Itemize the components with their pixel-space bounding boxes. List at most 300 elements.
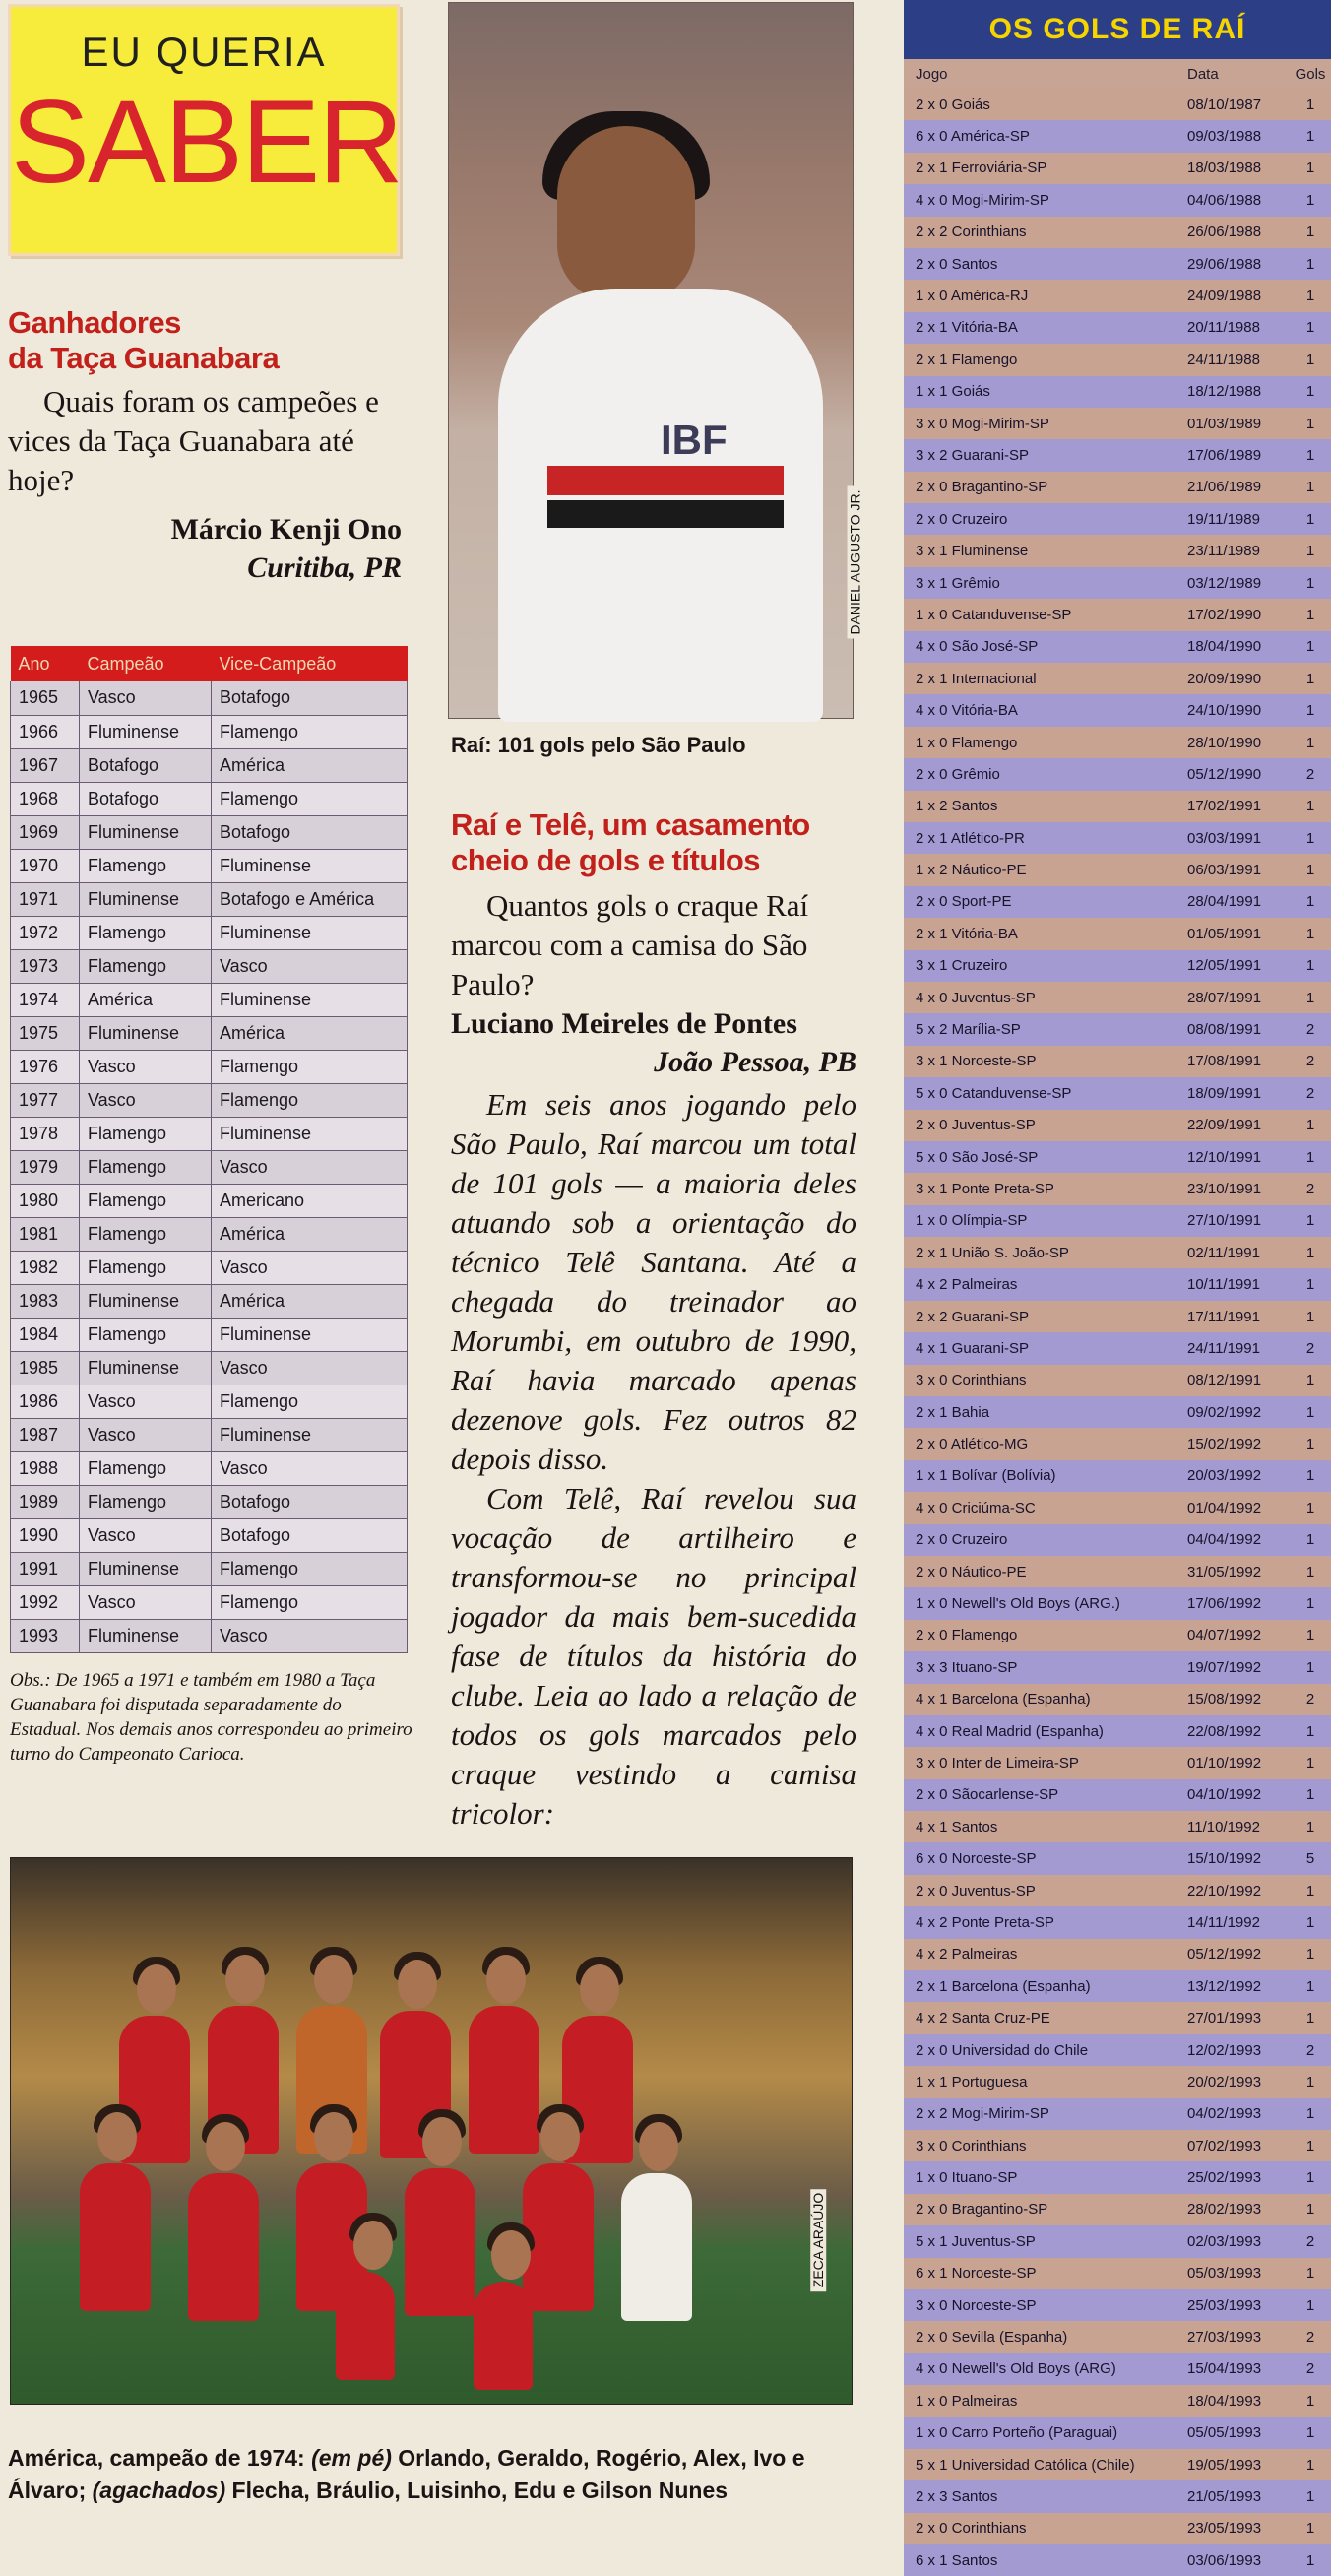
gols-cell-jogo: 2 x 1 Vitória-BA: [916, 319, 1018, 337]
gols-cell-jogo: 5 x 1 Juventus-SP: [916, 2232, 1036, 2250]
gols-cell-gols: 1: [1305, 1531, 1315, 1549]
gols-cell-jogo: 2 x 1 Barcelona (Espanha): [916, 1977, 1091, 1995]
gols-cell-jogo: 2 x 1 Vitória-BA: [916, 925, 1018, 942]
table-cell-vice: Fluminense: [212, 1117, 408, 1150]
table-cell-ano: 1987: [11, 1418, 80, 1451]
table-cell-ano: 1979: [11, 1150, 80, 1184]
gols-row: [904, 567, 1331, 599]
gols-cell-gols: 1: [1305, 925, 1315, 942]
gols-cell-gols: 1: [1305, 989, 1315, 1006]
gols-row: [904, 503, 1331, 535]
gols-cell-data: 08/08/1991: [1187, 1021, 1262, 1039]
gols-row: [904, 2002, 1331, 2033]
table-cell-campeao: Fluminense: [80, 1552, 212, 1585]
gols-cell-data: 19/05/1993: [1187, 2456, 1262, 2474]
table-cell-vice: Fluminense: [212, 916, 408, 949]
table-cell-campeao: Vasco: [80, 1050, 212, 1083]
table-cell-ano: 1971: [11, 882, 80, 916]
gols-cell-data: 19/07/1992: [1187, 1658, 1262, 1676]
gols-cell-data: 12/05/1991: [1187, 957, 1262, 975]
gols-cell-data: 28/04/1991: [1187, 893, 1262, 911]
gols-row: [904, 1747, 1331, 1778]
table-cell-ano: 1968: [11, 782, 80, 815]
gols-cell-gols: 1: [1305, 1722, 1315, 1740]
gols-row: [904, 758, 1331, 790]
gols-cell-jogo: 4 x 2 Ponte Preta-SP: [916, 1913, 1054, 1931]
gols-cell-jogo: 4 x 0 Real Madrid (Espanha): [916, 1722, 1104, 1740]
gols-cell-jogo: 4 x 2 Palmeiras: [916, 1946, 1018, 1964]
gols-row: [904, 1396, 1331, 1428]
gols-cell-data: 12/02/1993: [1187, 2041, 1262, 2059]
table-header-row: [11, 646, 408, 681]
gols-cell-data: 26/06/1988: [1187, 224, 1262, 241]
gols-cell-gols: 1: [1305, 1627, 1315, 1644]
table-cell-ano: 1977: [11, 1083, 80, 1117]
gols-cell-data: 11/10/1992: [1187, 1818, 1260, 1835]
gols-cell-gols: 1: [1305, 1658, 1315, 1676]
gols-row: [904, 2034, 1331, 2066]
gols-cell-jogo: 2 x 0 Juventus-SP: [916, 1882, 1036, 1900]
gols-row: [904, 1492, 1331, 1523]
gols-cell-data: 09/03/1988: [1187, 128, 1262, 146]
gols-cell-gols: 1: [1305, 2137, 1315, 2155]
gols-cell-data: 27/03/1993: [1187, 2329, 1262, 2347]
gols-row: [904, 2258, 1331, 2289]
gols-row: [904, 1205, 1331, 1237]
gols-row: [904, 1811, 1331, 1842]
table-cell-ano: 1970: [11, 849, 80, 882]
gols-cell-gols: 1: [1305, 2010, 1315, 2028]
gols-cell-data: 20/03/1992: [1187, 1467, 1262, 1485]
gols-row: [904, 1587, 1331, 1619]
table-cell-campeao: Botafogo: [80, 748, 212, 782]
gols-cell-gols: 2: [1305, 2329, 1315, 2347]
table-row: [11, 849, 408, 882]
gols-row: [904, 822, 1331, 854]
table-row: [11, 949, 408, 983]
gols-row: [904, 344, 1331, 375]
question-title-line1: Ganhadores: [8, 305, 181, 340]
table-row: [11, 782, 408, 815]
gols-cell-jogo: 3 x 0 Noroeste-SP: [916, 2296, 1037, 2314]
table-cell-vice: Fluminense: [212, 849, 408, 882]
table-row: [11, 916, 408, 949]
table-cell-vice: Botafogo: [212, 815, 408, 849]
gols-row: [904, 1332, 1331, 1364]
table-row: [11, 983, 408, 1016]
table-row: [11, 1050, 408, 1083]
gols-cell-gols: 1: [1305, 829, 1315, 847]
gols-row: [904, 1939, 1331, 1970]
gols-cell-gols: 1: [1305, 510, 1315, 528]
gols-cell-data: 23/11/1989: [1187, 543, 1260, 560]
table-cell-campeao: Vasco: [80, 1385, 212, 1418]
gols-cell-gols: 2: [1305, 1691, 1315, 1708]
gols-cell-jogo: 2 x 2 Corinthians: [916, 224, 1027, 241]
gols-cell-data: 23/10/1991: [1187, 1180, 1262, 1197]
table-cell-campeao: Flamengo: [80, 1150, 212, 1184]
gols-cell-data: 05/05/1993: [1187, 2424, 1262, 2442]
table-cell-ano: 1978: [11, 1117, 80, 1150]
gols-row: [904, 1715, 1331, 1747]
gols-cell-jogo: 3 x 1 Grêmio: [916, 574, 1000, 592]
gols-cell-gols: 1: [1305, 1244, 1315, 1261]
table-cell-vice: Botafogo: [212, 1485, 408, 1518]
gols-cell-data: 17/08/1991: [1187, 1053, 1262, 1070]
gols-row: [904, 1524, 1331, 1556]
gols-table-title: OS GOLS DE RAÍ: [904, 0, 1331, 59]
gols-cell-jogo: 6 x 0 América-SP: [916, 128, 1030, 146]
table-cell-vice: Flamengo: [212, 782, 408, 815]
gols-row: [904, 1842, 1331, 1874]
gols-cell-gols: 1: [1305, 2520, 1315, 2538]
gols-row: [904, 1173, 1331, 1204]
gols-cell-jogo: 2 x 1 Flamengo: [916, 351, 1018, 368]
gols-cell-gols: 1: [1305, 1977, 1315, 1995]
gols-row: [904, 2321, 1331, 2352]
gols-cell-jogo: 2 x 0 Sport-PE: [916, 893, 1012, 911]
gols-cell-gols: 1: [1305, 479, 1315, 496]
gols-cell-data: 20/11/1988: [1187, 319, 1260, 337]
gols-cell-gols: 2: [1305, 1339, 1315, 1357]
gols-cell-data: 22/08/1992: [1187, 1722, 1262, 1740]
table-row: [11, 1184, 408, 1217]
gols-row: [904, 153, 1331, 184]
gols-row: [904, 791, 1331, 822]
gols-cell-data: 28/02/1993: [1187, 2201, 1262, 2219]
gols-cell-data: 25/03/1993: [1187, 2296, 1262, 2314]
table-cell-ano: 1981: [11, 1217, 80, 1251]
gols-cell-data: 15/10/1992: [1187, 1850, 1262, 1868]
photo-credit: DANIEL AUGUSTO JR.: [847, 485, 862, 638]
table-cell-ano: 1966: [11, 715, 80, 748]
gols-cell-gols: 1: [1305, 1563, 1315, 1580]
gols-cell-gols: 1: [1305, 2169, 1315, 2187]
gols-cell-gols: 1: [1305, 2296, 1315, 2314]
gols-cell-jogo: 5 x 0 São José-SP: [916, 1148, 1039, 1166]
shirt-sponsor-text: IBF: [661, 417, 728, 463]
gols-cell-data: 25/02/1993: [1187, 2169, 1262, 2187]
gols-row: [904, 1684, 1331, 1715]
gols-cell-jogo: 3 x 3 Ituano-SP: [916, 1658, 1018, 1676]
table-row: [11, 1552, 408, 1585]
gols-cell-data: 08/12/1991: [1187, 1372, 1262, 1389]
gols-cell-data: 04/10/1992: [1187, 1786, 1262, 1804]
gols-cell-jogo: 3 x 0 Corinthians: [916, 2137, 1027, 2155]
table-cell-campeao: Flamengo: [80, 849, 212, 882]
table-cell-vice: Flamengo: [212, 1585, 408, 1619]
gols-table-header: [904, 59, 1331, 89]
gols-row: [904, 854, 1331, 885]
gols-cell-gols: 1: [1305, 1148, 1315, 1166]
table-cell-ano: 1969: [11, 815, 80, 849]
table-cell-campeao: Flamengo: [80, 949, 212, 983]
section-header-title: SABER: [11, 76, 402, 208]
question-title-line2: da Taça Guanabara: [8, 341, 280, 375]
gols-cell-gols: 1: [1305, 1755, 1315, 1771]
gols-row: [904, 248, 1331, 280]
guanabara-table: [10, 646, 408, 1653]
gols-row: [904, 599, 1331, 630]
table-row: [11, 1016, 408, 1050]
gols-cell-data: 04/06/1988: [1187, 191, 1262, 209]
gols-cell-data: 07/02/1993: [1187, 2137, 1262, 2155]
gols-cell-jogo: 2 x 1 União S. João-SP: [916, 1244, 1069, 1261]
gols-cell-data: 10/11/1991: [1187, 1276, 1260, 1294]
gols-cell-gols: 1: [1305, 1786, 1315, 1804]
gols-row: [904, 1013, 1331, 1045]
table-cell-ano: 1985: [11, 1351, 80, 1385]
gols-cell-data: 02/11/1991: [1187, 1244, 1260, 1261]
gols-cell-gols: 1: [1305, 606, 1315, 623]
gols-cell-jogo: 5 x 0 Catanduvense-SP: [916, 1084, 1072, 1102]
gols-row: [904, 663, 1331, 694]
table-cell-campeao: Botafogo: [80, 782, 212, 815]
gols-cell-data: 31/05/1992: [1187, 1563, 1262, 1580]
gols-cell-gols: 1: [1305, 2073, 1315, 2091]
table-cell-ano: 1982: [11, 1251, 80, 1284]
gols-cell-gols: 1: [1305, 2265, 1315, 2283]
table-cell-ano: 1972: [11, 916, 80, 949]
gols-cell-jogo: 2 x 1 Internacional: [916, 670, 1037, 687]
gols-cell-gols: 2: [1305, 2360, 1315, 2378]
table-cell-vice: Botafogo: [212, 1518, 408, 1552]
table-row: [11, 1351, 408, 1385]
gols-row: [904, 89, 1331, 120]
gols-cell-gols: 1: [1305, 1276, 1315, 1294]
table-cell-campeao: Fluminense: [80, 882, 212, 916]
table-cell-vice: América: [212, 1016, 408, 1050]
section-header-top: EU QUERIA: [81, 29, 327, 75]
table-row: [11, 1585, 408, 1619]
table-cell-campeao: Fluminense: [80, 715, 212, 748]
table-cell-campeao: Vasco: [80, 1518, 212, 1552]
gols-row: [904, 2194, 1331, 2225]
gols-cell-data: 17/02/1990: [1187, 606, 1262, 623]
gols-cell-data: 01/10/1992: [1187, 1755, 1262, 1771]
gols-cell-data: 22/09/1991: [1187, 1117, 1262, 1134]
gols-row: [904, 886, 1331, 918]
gols-row: [904, 1556, 1331, 1587]
gols-row: [904, 376, 1331, 408]
table-cell-ano: 1965: [11, 681, 80, 715]
photo-credit: ZECA ARAÚJO: [810, 2189, 826, 2291]
table-cell-ano: 1980: [11, 1184, 80, 1217]
gols-cell-gols: 1: [1305, 1913, 1315, 1931]
gols-cell-gols: 1: [1305, 670, 1315, 687]
gols-cell-gols: 1: [1305, 1403, 1315, 1421]
gols-cell-gols: 1: [1305, 1946, 1315, 1964]
gols-cell-gols: 2: [1305, 765, 1315, 783]
gols-row: [904, 1906, 1331, 1938]
table-header-campeao: Campeão: [80, 646, 212, 681]
gols-cell-data: 27/01/1993: [1187, 2010, 1262, 2028]
gols-row: [904, 1651, 1331, 1683]
table-cell-ano: 1989: [11, 1485, 80, 1518]
gols-cell-gols: 1: [1305, 383, 1315, 401]
table-cell-vice: Vasco: [212, 1619, 408, 1652]
gols-cell-jogo: 2 x 0 Sevilla (Espanha): [916, 2329, 1068, 2347]
gols-cell-jogo: 2 x 0 Goiás: [916, 96, 990, 113]
table-cell-vice: Vasco: [212, 1451, 408, 1485]
gols-row: [904, 2544, 1331, 2576]
gols-cell-jogo: 2 x 0 Bragantino-SP: [916, 2201, 1048, 2219]
gols-cell-jogo: 2 x 3 Santos: [916, 2487, 998, 2505]
caption-names: Flecha, Bráulio, Luisinho, Edu e Gilson Nunes: [231, 2478, 729, 2503]
gols-table-body: [904, 89, 1331, 2576]
gols-cell-data: 18/03/1988: [1187, 160, 1262, 177]
gols-cell-data: 17/06/1989: [1187, 446, 1262, 464]
gols-row: [904, 280, 1331, 311]
gols-row: [904, 1460, 1331, 1492]
gols-cell-gols: 1: [1305, 319, 1315, 337]
gols-cell-gols: 1: [1305, 734, 1315, 751]
table-cell-campeao: Fluminense: [80, 1284, 212, 1318]
gols-row: [904, 184, 1331, 216]
gols-cell-data: 13/12/1992: [1187, 1977, 1262, 1995]
question-author: Luciano Meireles de Pontes: [451, 1007, 797, 1040]
gols-cell-data: 24/11/1988: [1187, 351, 1260, 368]
gols-cell-gols: 1: [1305, 2105, 1315, 2123]
gols-row: [904, 2513, 1331, 2544]
gols-row: [904, 2130, 1331, 2161]
table-cell-vice: Vasco: [212, 1251, 408, 1284]
table-cell-ano: 1975: [11, 1016, 80, 1050]
gols-cell-jogo: 4 x 1 Santos: [916, 1818, 998, 1835]
gols-cell-jogo: 1 x 0 Carro Porteño (Paraguai): [916, 2424, 1118, 2442]
gols-cell-jogo: 4 x 0 Criciúma-SC: [916, 1499, 1036, 1516]
gols-cell-gols: 2: [1305, 1084, 1315, 1102]
gols-cell-gols: 1: [1305, 543, 1315, 560]
table-cell-vice: Flamengo: [212, 1385, 408, 1418]
table-cell-ano: 1983: [11, 1284, 80, 1318]
table-row: [11, 1217, 408, 1251]
gols-cell-data: 17/06/1992: [1187, 1595, 1262, 1613]
gols-cell-data: 04/04/1992: [1187, 1531, 1262, 1549]
gols-cell-jogo: 6 x 1 Noroeste-SP: [916, 2265, 1037, 2283]
gols-cell-jogo: 4 x 0 Vitória-BA: [916, 702, 1018, 720]
table-cell-campeao: Flamengo: [80, 1318, 212, 1351]
gols-cell-gols: 1: [1305, 288, 1315, 305]
question-city: João Pessoa, PB: [654, 1046, 856, 1078]
gols-cell-data: 27/10/1991: [1187, 1212, 1262, 1230]
gols-cell-data: 12/10/1991: [1187, 1148, 1262, 1166]
table-row: [11, 1083, 408, 1117]
gols-cell-jogo: 2 x 1 Bahia: [916, 1403, 990, 1421]
gols-cell-data: 20/09/1990: [1187, 670, 1262, 687]
caption-lead: América, campeão de 1974:: [8, 2445, 305, 2471]
gols-header-data: Data: [1187, 65, 1219, 83]
gols-cell-jogo: 3 x 1 Fluminense: [916, 543, 1029, 560]
question-author: Márcio Kenji Ono: [170, 513, 402, 546]
gols-cell-gols: 1: [1305, 2456, 1315, 2474]
answer-paragraph: Em seis anos jogando pelo São Paulo, Raí marcou um total de 101 gols — a maioria deles atuando sob a orientação do técnico Telê Santana. Até a chegada do treinador ao Morumbi, em outubro de 1990, Raí havia marcado apenas dezenove gols. Fez outros 82 depois disso.: [451, 1087, 856, 1476]
gols-cell-data: 18/04/1990: [1187, 638, 1262, 656]
gols-row: [904, 918, 1331, 949]
photo-caption: Raí: 101 gols pelo São Paulo: [451, 733, 746, 757]
table-row: [11, 1418, 408, 1451]
gols-cell-gols: 1: [1305, 1372, 1315, 1389]
gols-cell-jogo: 2 x 0 Juventus-SP: [916, 1117, 1036, 1134]
gols-cell-jogo: 2 x 0 Bragantino-SP: [916, 479, 1048, 496]
table-cell-campeao: Vasco: [80, 1418, 212, 1451]
table-cell-vice: América: [212, 748, 408, 782]
table-cell-vice: Flamengo: [212, 715, 408, 748]
gols-header-gols: Gols: [1295, 65, 1326, 83]
gols-row: [904, 1141, 1331, 1173]
table-cell-campeao: Flamengo: [80, 916, 212, 949]
question-city: Curitiba, PR: [247, 551, 402, 584]
gols-cell-gols: 1: [1305, 798, 1315, 815]
gols-row: [904, 408, 1331, 439]
table-row: [11, 1518, 408, 1552]
gols-cell-gols: 1: [1305, 574, 1315, 592]
gols-cell-jogo: 2 x 0 Sãocarlense-SP: [916, 1786, 1059, 1804]
section-header: [8, 4, 400, 256]
table-cell-campeao: Vasco: [80, 1083, 212, 1117]
question-rai: [451, 807, 856, 1834]
table-cell-ano: 1984: [11, 1318, 80, 1351]
gols-cell-data: 28/10/1990: [1187, 734, 1262, 751]
gols-cell-jogo: 1 x 0 Palmeiras: [916, 2392, 1018, 2410]
gols-cell-gols: 1: [1305, 638, 1315, 656]
gols-cell-data: 18/12/1988: [1187, 383, 1262, 401]
table-row: [11, 715, 408, 748]
gols-cell-gols: 1: [1305, 96, 1315, 113]
gols-cell-data: 15/02/1992: [1187, 1436, 1262, 1453]
gols-row: [904, 694, 1331, 726]
table-row: [11, 1150, 408, 1184]
caption-em: (em pé): [311, 2445, 392, 2471]
gols-cell-data: 06/03/1991: [1187, 862, 1262, 879]
gols-cell-data: 03/06/1993: [1187, 2551, 1262, 2569]
photo-team: [10, 1857, 853, 2405]
gols-cell-data: 08/10/1987: [1187, 96, 1262, 113]
gols-row: [904, 1046, 1331, 1077]
gols-cell-data: 04/02/1993: [1187, 2105, 1262, 2123]
gols-row: [904, 2449, 1331, 2480]
table-cell-campeao: Fluminense: [80, 1619, 212, 1652]
table-cell-ano: 1992: [11, 1585, 80, 1619]
table-cell-campeao: Fluminense: [80, 1016, 212, 1050]
gols-cell-gols: 1: [1305, 1467, 1315, 1485]
gols-cell-jogo: 3 x 1 Noroeste-SP: [916, 1053, 1037, 1070]
gols-cell-data: 22/10/1992: [1187, 1882, 1262, 1900]
gols-cell-jogo: 2 x 0 Santos: [916, 255, 998, 273]
gols-row: [904, 631, 1331, 663]
table-row: [11, 1284, 408, 1318]
table-header-vice: Vice-Campeão: [212, 646, 408, 681]
table-cell-ano: 1976: [11, 1050, 80, 1083]
gols-cell-jogo: 4 x 2 Santa Cruz-PE: [916, 2010, 1050, 2028]
team-photo-caption: [8, 2442, 855, 2507]
gols-cell-gols: 1: [1305, 2424, 1315, 2442]
gols-cell-gols: 1: [1305, 128, 1315, 146]
gols-cell-jogo: 2 x 0 Atlético-MG: [916, 1436, 1029, 1453]
gols-cell-jogo: 3 x 1 Ponte Preta-SP: [916, 1180, 1054, 1197]
table-cell-vice: Fluminense: [212, 1318, 408, 1351]
table-cell-vice: Vasco: [212, 1150, 408, 1184]
table-cell-ano: 1988: [11, 1451, 80, 1485]
gols-cell-gols: 1: [1305, 862, 1315, 879]
table-row: [11, 1385, 408, 1418]
gols-cell-gols: 1: [1305, 1595, 1315, 1613]
gols-cell-data: 18/04/1993: [1187, 2392, 1262, 2410]
gols-cell-jogo: 6 x 1 Santos: [916, 2551, 998, 2569]
table-cell-ano: 1967: [11, 748, 80, 782]
table-cell-vice: Americano: [212, 1184, 408, 1217]
gols-cell-jogo: 2 x 2 Guarani-SP: [916, 1308, 1030, 1325]
